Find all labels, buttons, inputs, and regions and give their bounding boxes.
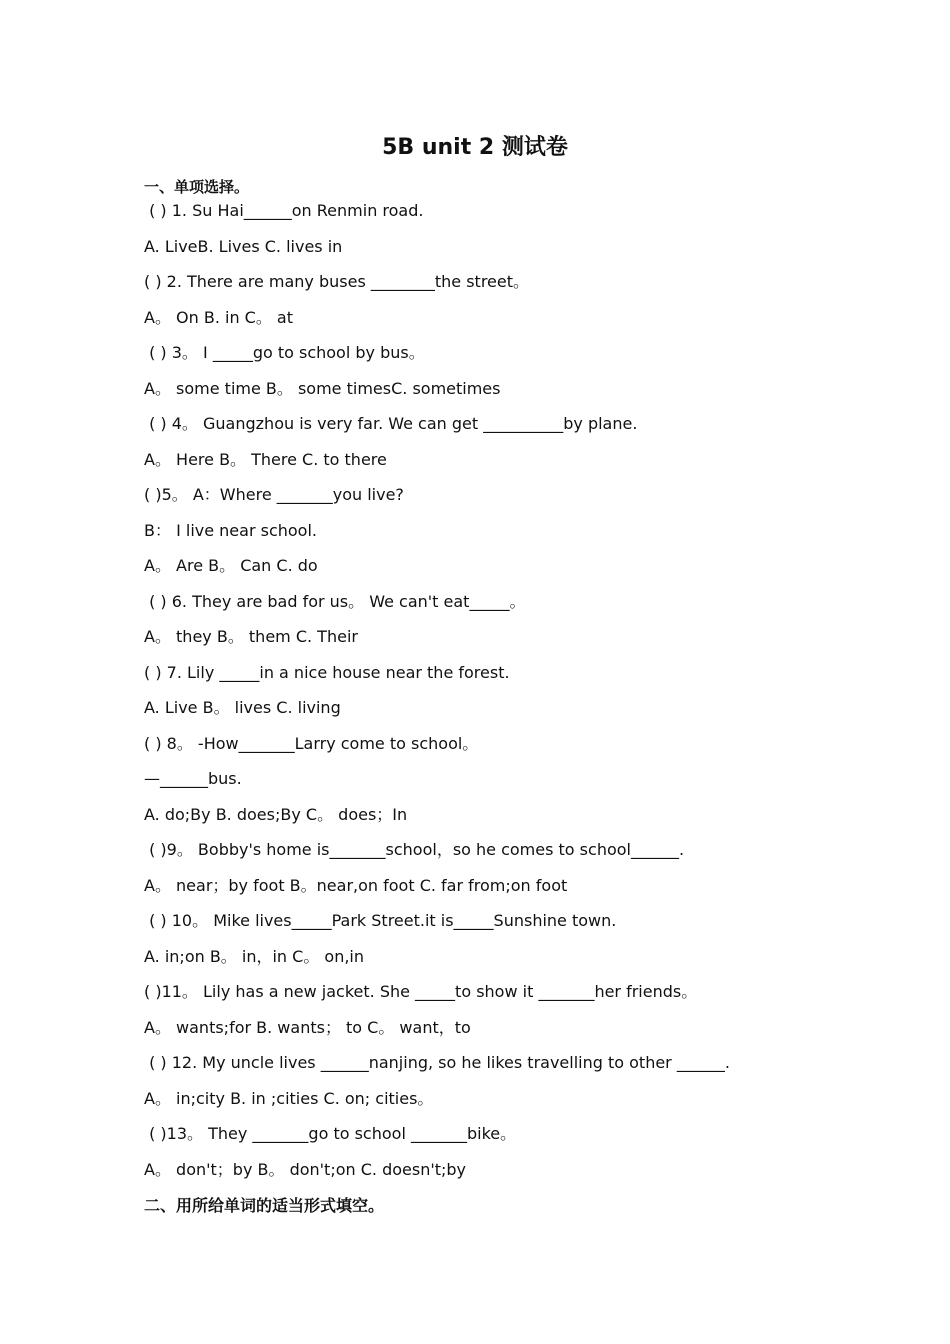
options-line: A. in;on B。 in，in C。 on,in bbox=[144, 947, 365, 966]
section-heading-2: 二、用所给单词的适当形式填空。 bbox=[144, 1196, 385, 1215]
question-line: ( )5。 A：Where _______you live? bbox=[144, 485, 404, 504]
question-line: ( ) 8。 -How_______Larry come to school。 bbox=[144, 734, 479, 753]
question-line: ( )9。 Bobby's home is_______school，so he comes to school______. bbox=[144, 840, 685, 859]
options-line: A. Live B。 lives C. living bbox=[144, 698, 341, 717]
question-line: ( ) 3。 I _____go to school by bus。 bbox=[144, 343, 425, 362]
question-line: —______bus. bbox=[144, 769, 242, 788]
options-line: A。 On B. in C。 at bbox=[144, 308, 294, 327]
section-heading-1: 一、单项选择。 bbox=[144, 178, 250, 196]
question-line: ( ) 12. My uncle lives ______nanjing, so he likes travelling to other ______. bbox=[144, 1053, 730, 1072]
page-title: 5B unit 2 测试卷 bbox=[382, 135, 568, 160]
question-line: ( )11。 Lily has a new jacket. She _____to show it _______her friends。 bbox=[144, 982, 698, 1001]
question-line: ( ) 10。 Mike lives_____Park Street.it is_____Sunshine town. bbox=[144, 911, 617, 930]
options-line: A。 in;city B. in ;cities C. on; cities。 bbox=[144, 1089, 434, 1108]
options-line: A。 some time B。 some timesC. sometimes bbox=[144, 379, 501, 398]
options-line: A。 don't；by B。 don't;on C. doesn't;by bbox=[144, 1160, 467, 1179]
options-line: A. do;By B. does;By C。 does；In bbox=[144, 805, 408, 824]
options-line: A。 Are B。 Can C. do bbox=[144, 556, 318, 575]
options-line: A。 Here B。 There C. to there bbox=[144, 450, 387, 469]
options-line: A。 they B。 them C. Their bbox=[144, 627, 358, 646]
question-line: ( )13。 They _______go to school _______bike。 bbox=[144, 1124, 517, 1143]
options-line: A。 near；by foot B。near,on foot C. far from;on foot bbox=[144, 876, 568, 895]
options-line: A。 wants;for B. wants； to C。 want，to bbox=[144, 1018, 471, 1037]
question-line: ( ) 1. Su Hai______on Renmin road. bbox=[144, 201, 424, 220]
question-line: B： I live near school. bbox=[144, 521, 317, 540]
question-line: ( ) 6. They are bad for us。 We can't eat_____。 bbox=[144, 592, 526, 611]
question-line: ( ) 7. Lily _____in a nice house near the forest. bbox=[144, 663, 510, 682]
question-line: ( ) 4。 Guangzhou is very far. We can get __________by plane. bbox=[144, 414, 638, 433]
question-line: ( ) 2. There are many buses ________the street。 bbox=[144, 272, 530, 291]
options-line: A. LiveB. Lives C. lives in bbox=[144, 237, 343, 256]
